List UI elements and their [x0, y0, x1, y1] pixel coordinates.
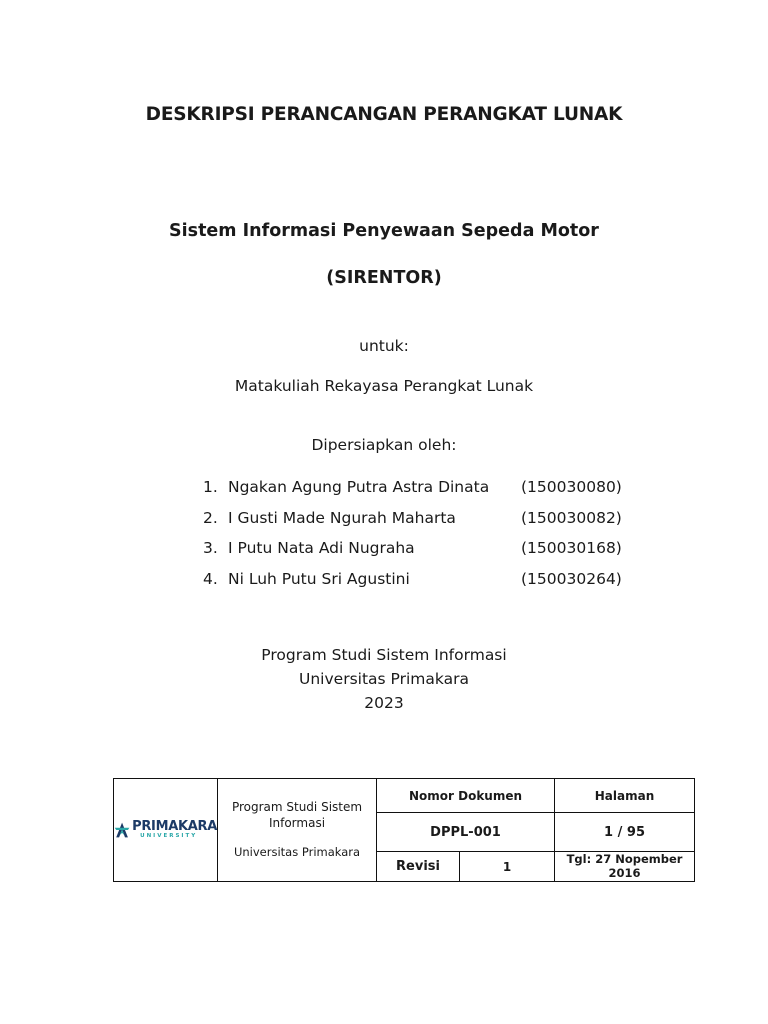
logo-cell: [114, 779, 218, 882]
study-program: Program Studi Sistem Informasi: [261, 646, 507, 664]
footer-program: Program Studi Sistem Informasi: [231, 800, 363, 831]
page-value: 1 / 95: [555, 813, 695, 852]
author-list: [0, 478, 768, 600]
author-row: [0, 509, 768, 540]
doc-number-value: DPPL-001: [377, 813, 555, 852]
page-label: Halaman: [555, 779, 695, 813]
author-row: [0, 478, 768, 509]
author-number: 4.: [203, 569, 218, 588]
document-title: DESKRIPSI PERANCANGAN PERANGKAT LUNAK: [145, 104, 623, 125]
logo-sub-text: UNIVERSITY: [140, 833, 198, 840]
author-number: 1.: [203, 478, 218, 496]
document-year: 2023: [364, 694, 404, 712]
author-id: (150030080): [521, 478, 622, 496]
logo-brand-text: PRIMAKARA: [132, 819, 217, 835]
primakara-logo-icon: [114, 819, 130, 841]
author-id: (150030168): [521, 539, 622, 557]
author-name: Ngakan Agung Putra Astra Dinata: [228, 478, 490, 496]
course-name: Matakuliah Rekayasa Perangkat Lunak: [234, 377, 534, 395]
author-row: [0, 539, 768, 570]
primakara-logo: [114, 819, 217, 841]
system-name: Sistem Informasi Penyewaan Sepeda Motor: [169, 221, 599, 241]
revision-value: 1: [460, 852, 555, 882]
prepared-by-label: Dipersiapkan oleh:: [311, 436, 457, 454]
institution-cell: [218, 779, 377, 882]
author-name: I Gusti Made Ngurah Maharta: [228, 508, 456, 527]
revision-date: Tgl: 27 Nopember 2016: [555, 852, 695, 882]
author-row: [0, 570, 768, 601]
document-info-table: [113, 778, 695, 882]
author-name: I Putu Nata Adi Nugraha: [228, 539, 415, 557]
author-number: 3.: [203, 539, 218, 557]
system-abbreviation: (SIRENTOR): [326, 268, 442, 288]
author-id: (150030082): [521, 508, 622, 527]
for-label: untuk:: [359, 337, 409, 355]
doc-number-label: Nomor Dokumen: [377, 779, 555, 813]
footer-university: Universitas Primakara: [233, 845, 361, 860]
author-name: Ni Luh Putu Sri Agustini: [228, 569, 410, 588]
author-id: (150030264): [521, 569, 622, 588]
revision-label: Revisi: [377, 852, 460, 882]
author-number: 2.: [203, 508, 218, 527]
university-name: Universitas Primakara: [299, 670, 469, 688]
